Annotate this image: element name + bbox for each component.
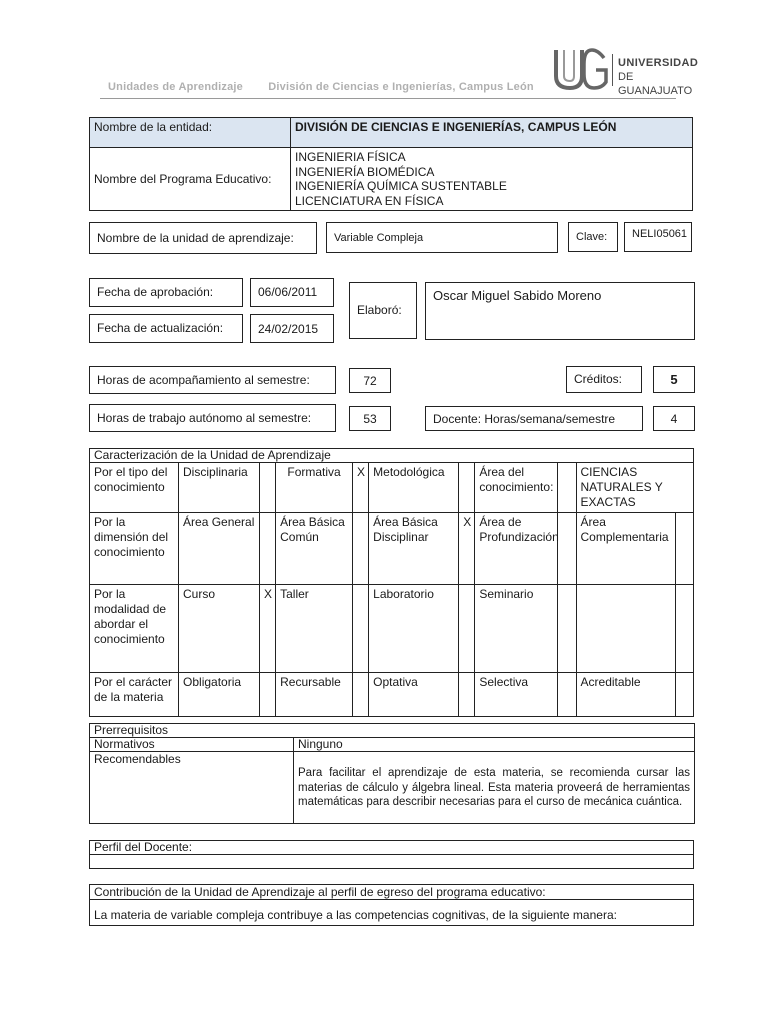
- ug-logo-icon: [552, 46, 610, 92]
- characterization-title: Caracterización de la Unidad de Aprendizaje: [90, 449, 694, 463]
- mark-cell: X: [352, 463, 368, 513]
- logo-line1: UNIVERSIDAD: [618, 57, 699, 69]
- update-date-value: 24/02/2015: [250, 314, 334, 343]
- clave-label: Clave:: [568, 222, 618, 252]
- unit-header-label: Unidades de Aprendizaje: [108, 81, 243, 93]
- option-cell: Área de Profundización: [475, 513, 558, 585]
- program-item: INGENIERIA FÍSICA: [295, 150, 406, 164]
- university-logo: [552, 46, 704, 97]
- row-label: Por el tipo del conocimiento: [90, 463, 179, 513]
- option-cell: Recursable: [276, 673, 353, 717]
- option-cell: Área del conocimiento:: [475, 463, 558, 513]
- update-date-label: Fecha de actualización:: [89, 314, 243, 343]
- accompaniment-hours-value: 72: [349, 368, 391, 393]
- option-cell: Curso: [179, 585, 260, 673]
- option-cell: Obligatoria: [179, 673, 260, 717]
- author-label: Elaboró:: [349, 282, 417, 339]
- teacher-profile-table: [89, 840, 694, 869]
- normative-value: Ninguno: [294, 738, 695, 752]
- prerequisites-table: [89, 723, 695, 824]
- credits-label: Créditos:: [566, 366, 642, 393]
- program-item: LICENCIATURA EN FÍSICA: [295, 193, 444, 208]
- logo-line2: DE GUANAJUATO: [618, 71, 693, 97]
- option-cell: Disciplinaria: [179, 463, 260, 513]
- author-value: Oscar Miguel Sabido Moreno: [425, 282, 695, 340]
- row-label: Por la modalidad de abordar el conocimiento: [90, 585, 179, 673]
- program-label: Nombre del Programa Educativo:: [90, 148, 291, 211]
- option-cell: Área General: [179, 513, 260, 585]
- option-cell: Seminario: [475, 585, 558, 673]
- program-item: INGENIERÍA QUÍMICA SUSTENTABLE: [295, 179, 507, 193]
- clave-value: NELI05061: [624, 222, 692, 252]
- option-cell: Optativa: [369, 673, 459, 717]
- mark-cell: X: [259, 585, 275, 673]
- teacher-hours-value: 4: [653, 406, 695, 431]
- option-cell: Formativa: [276, 463, 353, 513]
- row-label: Por la dimensión del conocimiento: [90, 513, 179, 585]
- division-header-label: División de Ciencias e Ingenierías, Campus León: [268, 81, 534, 93]
- contribution-table: [89, 884, 694, 926]
- knowledge-area-value: CIENCIAS NATURALES Y EXACTAS: [576, 463, 693, 513]
- option-cell: Taller: [276, 585, 353, 673]
- option-cell: Laboratorio: [369, 585, 459, 673]
- characterization-table: [89, 448, 694, 717]
- option-cell: Selectiva: [475, 673, 558, 717]
- prerequisites-title: Prerrequisitos: [90, 724, 695, 738]
- header-divider: [100, 98, 676, 99]
- recommended-value: Para facilitar el aprendizaje de esta materia, se recomienda cursar las materias de cálculo y álgebra lineal. Esta materia proveerá de herramientas matemáticas para describir necesarias para el curso de mecánica cuántica.: [294, 752, 695, 824]
- option-cell: Área Básica Común: [276, 513, 353, 585]
- option-cell: Área Básica Disciplinar: [369, 513, 459, 585]
- mark-cell: X: [459, 513, 475, 585]
- accompaniment-hours-label: Horas de acompañamiento al semestre:: [89, 366, 336, 394]
- entity-table: [89, 117, 693, 211]
- unit-name-label: Nombre de la unidad de aprendizaje:: [89, 222, 317, 254]
- option-cell: Metodológica: [369, 463, 459, 513]
- autonomous-hours-value: 53: [349, 406, 391, 431]
- teacher-profile-title: Perfil del Docente:: [90, 841, 694, 855]
- recommended-label: Recomendables: [90, 752, 294, 824]
- option-cell: Área Complementaria: [576, 513, 675, 585]
- contribution-title: Contribución de la Unidad de Aprendizaje al perfil de egreso del programa educativo:: [90, 885, 694, 900]
- approval-date-value: 06/06/2011: [250, 278, 334, 307]
- entity-name-label: Nombre de la entidad:: [90, 118, 291, 148]
- autonomous-hours-label: Horas de trabajo autónomo al semestre:: [89, 404, 336, 432]
- contribution-value: La materia de variable compleja contribuye a las competencias cognitivas, de la siguiente manera:: [90, 900, 694, 926]
- teacher-hours-label: Docente: Horas/semana/semestre: [425, 406, 643, 431]
- row-label: Por el carácter de la materia: [90, 673, 179, 717]
- unit-name-value: Variable Compleja: [326, 222, 558, 253]
- normative-label: Normativos: [90, 738, 294, 752]
- program-item: INGENIERÍA BIOMÉDICA: [295, 164, 435, 179]
- document-header: [108, 81, 556, 93]
- program-list: [291, 148, 693, 211]
- option-cell: Acreditable: [576, 673, 675, 717]
- approval-date-label: Fecha de aprobación:: [89, 278, 243, 307]
- entity-name-value: DIVISIÓN DE CIENCIAS E INGENIERÍAS, CAMPUS LEÓN: [291, 118, 693, 148]
- teacher-profile-value: [90, 855, 694, 869]
- credits-value: 5: [653, 366, 695, 393]
